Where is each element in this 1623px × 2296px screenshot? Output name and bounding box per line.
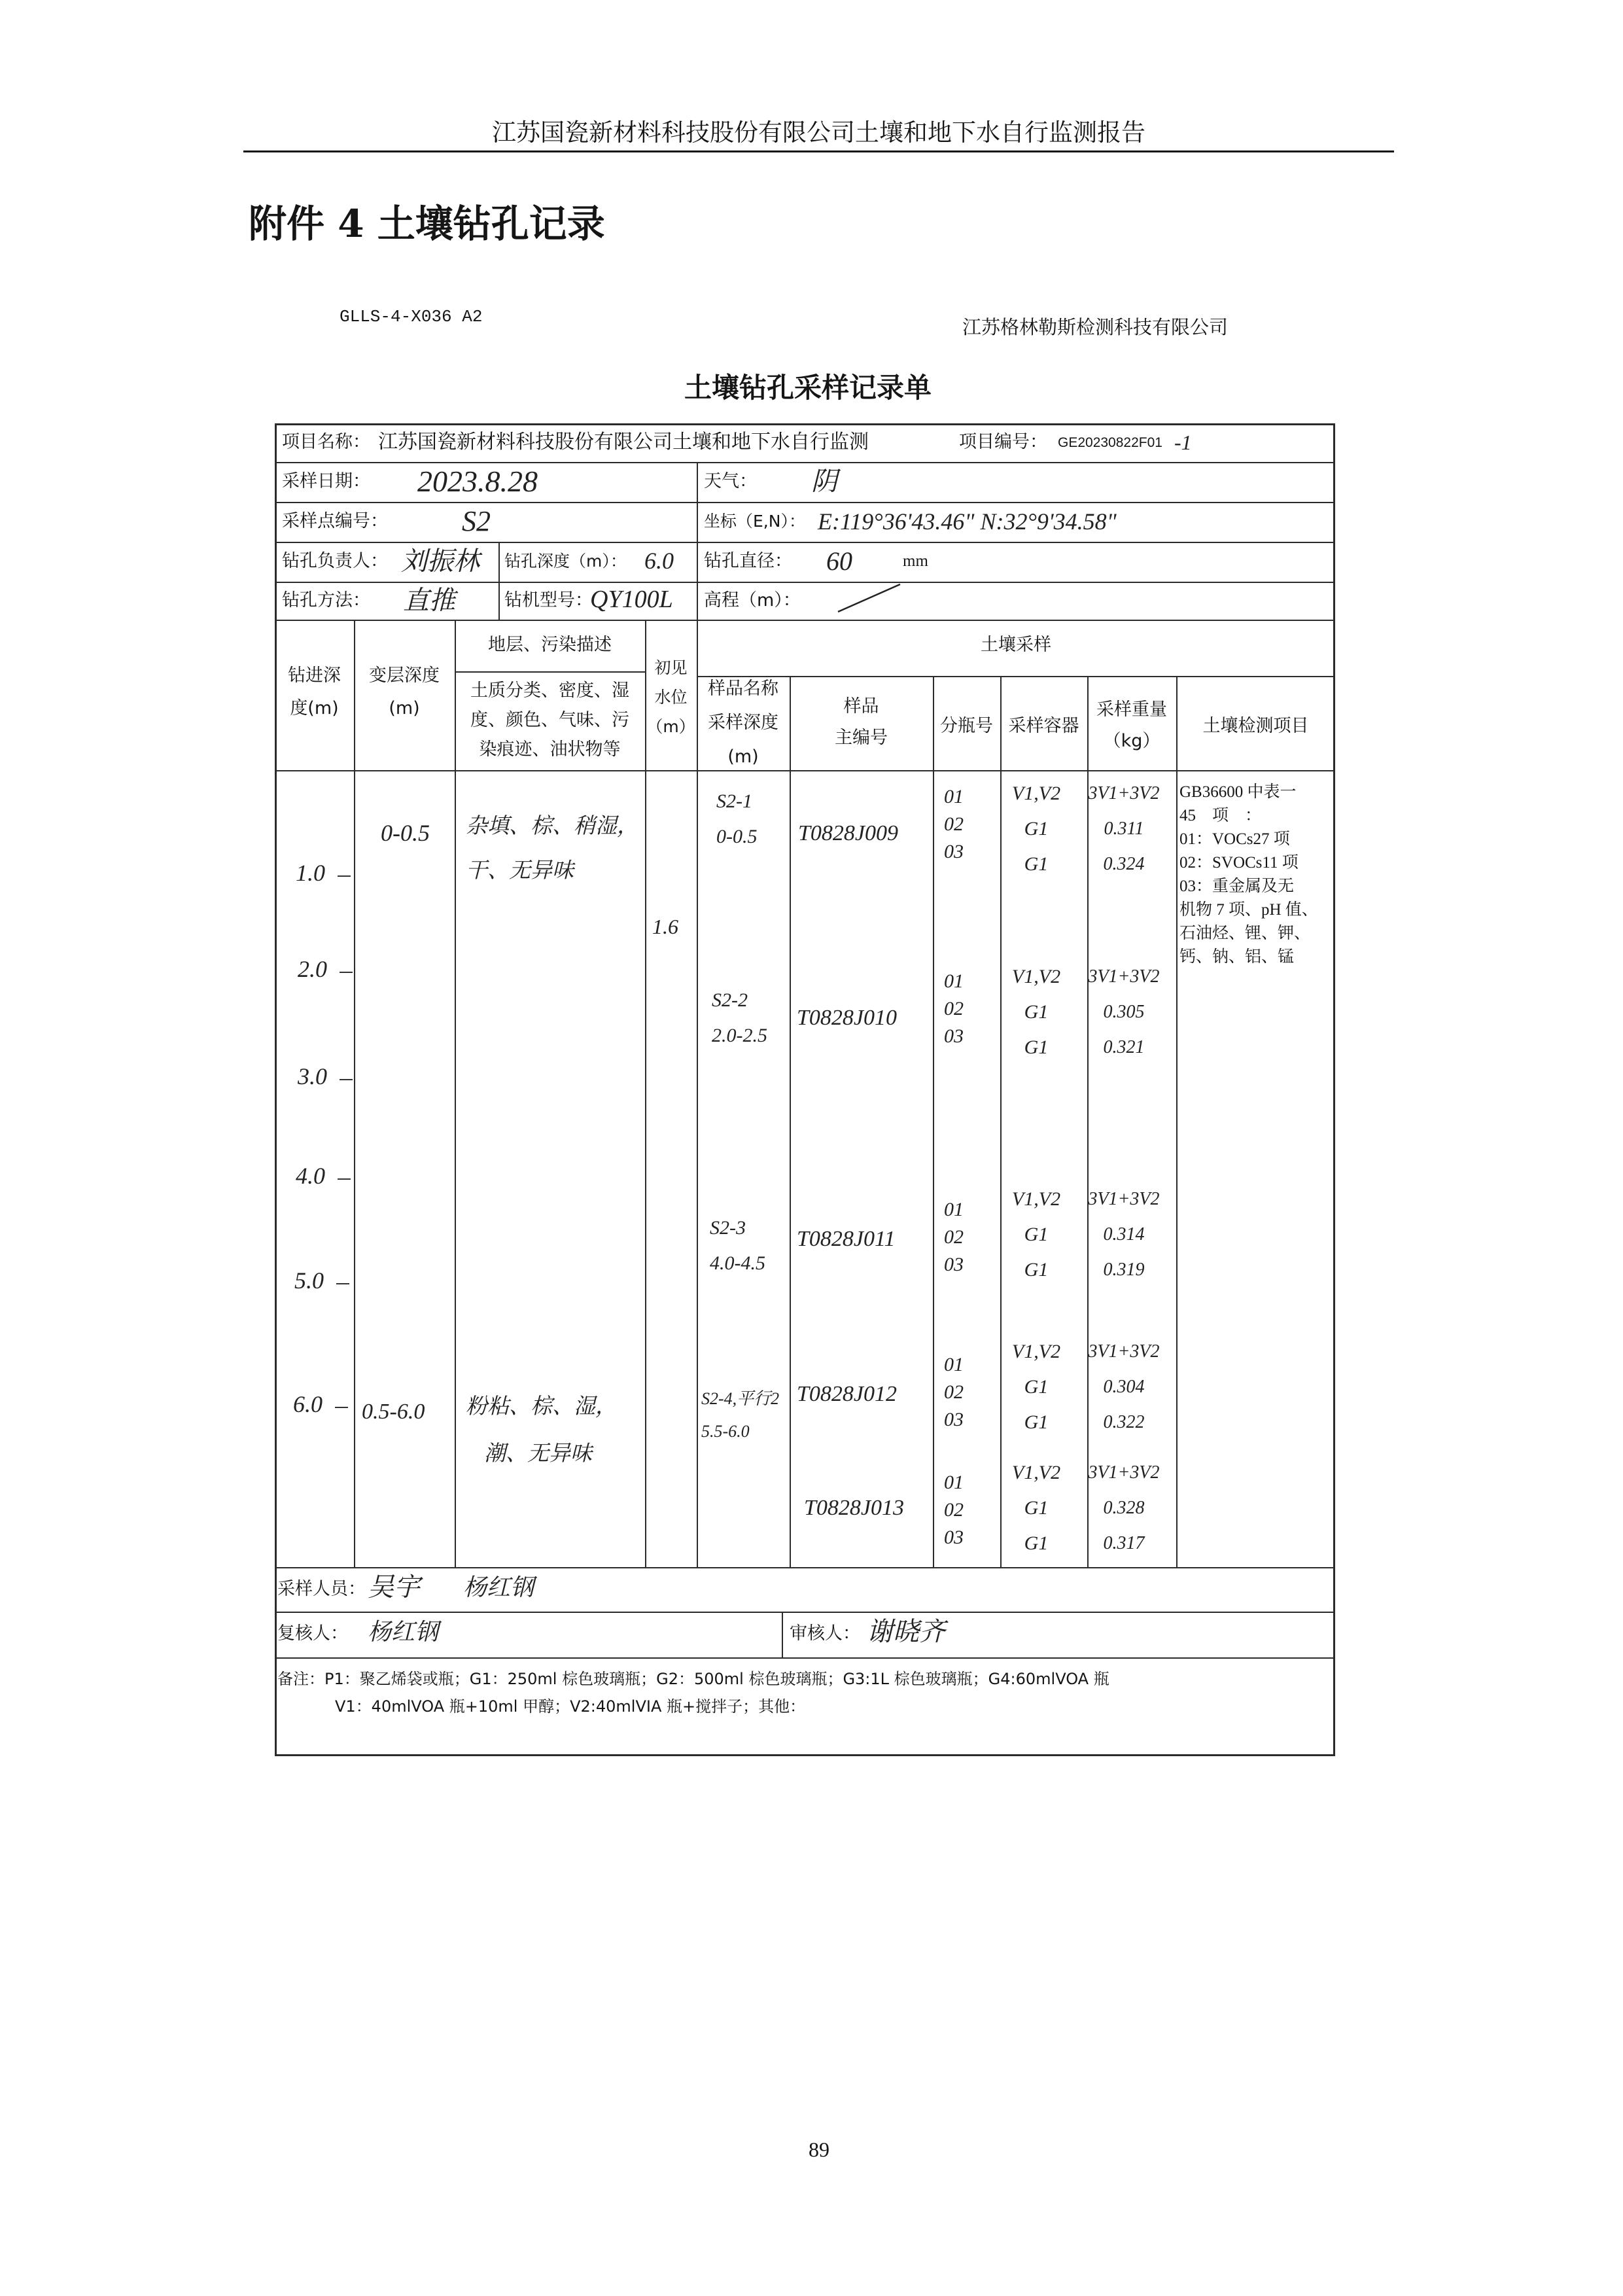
containers xyxy=(1000,1334,1072,1440)
header-line: （kg） xyxy=(1103,731,1161,751)
test-item-line: 02：SVOCs11 项 xyxy=(1179,854,1299,872)
test-items-list xyxy=(1179,781,1318,969)
header-sampling-group: 土壤采样 xyxy=(981,635,1051,655)
reviewer-signature: 杨红钢 xyxy=(368,1619,439,1645)
test-item-line: 45 项 ： xyxy=(1179,807,1262,824)
bottle-number: 02 xyxy=(944,998,964,1019)
col-rule xyxy=(645,620,646,1567)
diameter: 60 xyxy=(826,546,852,576)
form-code: GLLS-4-X036 A2 xyxy=(340,307,483,327)
header-line: 水位 xyxy=(654,688,688,707)
diameter-unit: mm xyxy=(903,552,928,570)
header-strata-desc xyxy=(455,676,645,764)
bottle-number: 02 xyxy=(944,813,964,835)
weight: 3V1+3V2 xyxy=(1088,783,1160,804)
weather: 阴 xyxy=(811,467,837,496)
weight: 0.304 xyxy=(1103,1377,1145,1397)
col-rule xyxy=(933,676,934,1567)
bottle-number: 03 xyxy=(944,841,964,862)
container: G1 xyxy=(1024,818,1049,839)
bottle-numbers xyxy=(944,1196,964,1279)
appendix-title: 附件 4 土壤钻孔记录 xyxy=(249,202,605,246)
sample-name-depth xyxy=(701,1383,779,1448)
layer-description xyxy=(466,1383,617,1477)
row-rule xyxy=(275,542,1335,543)
diameter-label: 钻孔直径： xyxy=(704,551,792,571)
weight: 0.324 xyxy=(1103,854,1145,874)
layer-range: 0-0.5 xyxy=(381,820,430,846)
row-rule xyxy=(275,1567,1335,1568)
bottle-number: 01 xyxy=(944,970,964,992)
sample-depth: 4.0-4.5 xyxy=(710,1252,765,1274)
notes-line: V1：40mlVOA 瓶+10ml 甲醇；V2:40mlVIA 瓶+搅拌子；其他： xyxy=(335,1697,806,1716)
weight: 3V1+3V2 xyxy=(1088,966,1160,987)
weights xyxy=(1087,959,1161,1065)
auditor-signature: 谢晓齐 xyxy=(867,1617,945,1646)
weight: 0.319 xyxy=(1103,1260,1145,1280)
row-rule xyxy=(275,620,1335,621)
description-line: 杂填、棕、稍湿， xyxy=(466,815,638,838)
col-rule xyxy=(498,542,500,620)
weights xyxy=(1087,1334,1161,1440)
col-rule xyxy=(354,620,355,1567)
col-rule xyxy=(697,462,698,1567)
weight: 0.305 xyxy=(1103,1002,1145,1022)
sample-depth: 2.0-2.5 xyxy=(712,1025,767,1046)
header-line: 变层深度 xyxy=(369,665,440,686)
bottle-number: 03 xyxy=(944,1254,964,1275)
project-code: GE20230822F01 xyxy=(1058,435,1162,450)
header-strata-group: 地层、污染描述 xyxy=(488,635,612,655)
test-item-line: 石油烃、锂、钾、 xyxy=(1179,925,1311,942)
layer-description xyxy=(466,804,638,893)
test-item-line: 03：重金属及无 xyxy=(1179,877,1295,895)
point-id-label: 采样点编号： xyxy=(282,511,388,531)
header-line: (m) xyxy=(727,747,759,767)
test-item-line: 机物 7 项、pH 值、 xyxy=(1179,901,1318,919)
initial-water-level: 1.6 xyxy=(652,915,678,938)
header-bottle-no: 分瓶号 xyxy=(940,716,993,736)
row-rule xyxy=(275,502,1335,503)
sample-name: S2-3 xyxy=(710,1217,746,1239)
weight: 0.317 xyxy=(1103,1533,1145,1553)
reviewer-label: 复核人： xyxy=(277,1623,348,1644)
depth-mark: 1.0 xyxy=(296,859,325,887)
bottle-number: 03 xyxy=(944,1409,964,1430)
bottle-number: 03 xyxy=(944,1025,964,1047)
depth-mark: 3.0 xyxy=(298,1063,327,1091)
weight: 0.311 xyxy=(1104,819,1144,839)
elevation-label: 高程（m）： xyxy=(704,590,801,610)
strata-subheader-rule xyxy=(455,671,645,673)
header-layer-depth xyxy=(354,660,455,725)
description-line: 粉粘、棕、湿， xyxy=(466,1395,617,1419)
bottle-number: 01 xyxy=(944,786,964,807)
description-line: 潮、无异味 xyxy=(484,1442,592,1466)
weight: 0.321 xyxy=(1103,1037,1145,1057)
sample-id: T0828J013 xyxy=(804,1496,904,1520)
header-line: 土质分类、密度、湿 xyxy=(470,680,629,701)
row-rule xyxy=(275,1657,1335,1659)
header-line: 染痕迹、油状物等 xyxy=(479,739,621,760)
bottle-number: 02 xyxy=(944,1381,964,1403)
coords: E:119°36'43.46" N:32°9'34.58" xyxy=(818,508,1117,535)
sample-name-depth xyxy=(710,1210,765,1281)
test-item-line: GB36600 中表一 xyxy=(1179,783,1297,801)
elevation-slash xyxy=(831,579,909,618)
project-name-label: 项目名称： xyxy=(282,432,370,452)
header-drill-depth xyxy=(275,660,354,725)
depth-mark: 2.0 xyxy=(298,955,327,983)
header-line: 样品 xyxy=(843,696,879,716)
header-test-items: 土壤检测项目 xyxy=(1202,716,1309,736)
report-header: 江苏国瓷新材料科技股份有限公司土壤和地下水自行监测报告 xyxy=(492,118,1145,147)
sample-name: S2-1 xyxy=(716,790,752,812)
sample-depth: 0-0.5 xyxy=(716,826,758,847)
col-rule xyxy=(782,1612,783,1657)
sample-id: T0828J009 xyxy=(798,821,898,845)
sample-name-depth xyxy=(712,983,767,1053)
bottle-numbers xyxy=(944,968,964,1050)
header-line: 初见 xyxy=(654,658,688,677)
weights xyxy=(1087,1182,1161,1288)
bottle-number: 01 xyxy=(944,1354,964,1375)
project-code-label: 项目编号： xyxy=(959,432,1047,452)
sampler-signature: 杨红钢 xyxy=(463,1574,534,1600)
container: V1,V2 xyxy=(1011,1462,1061,1483)
weight: 3V1+3V2 xyxy=(1088,1189,1160,1209)
container: G1 xyxy=(1024,1532,1049,1554)
sample-id: T0828J010 xyxy=(797,1006,897,1030)
header-line: 钻进深 xyxy=(288,665,341,686)
form-title: 土壤钻孔采样记录单 xyxy=(684,372,932,404)
header-line: 主编号 xyxy=(835,728,888,748)
weight: 0.322 xyxy=(1103,1412,1145,1432)
container: V1,V2 xyxy=(1011,966,1061,987)
bottle-number: 02 xyxy=(944,1499,964,1521)
lab-company: 江苏格林勒斯检测科技有限公司 xyxy=(962,316,1229,338)
header-line: 度、颜色、气味、污 xyxy=(470,710,629,730)
sample-depth: 5.5-6.0 xyxy=(701,1422,750,1441)
header-container: 采样容器 xyxy=(1008,716,1079,736)
header-line: 度(m) xyxy=(290,698,339,718)
sample-name: S2-2 xyxy=(712,989,748,1011)
container: G1 xyxy=(1024,1259,1049,1280)
depth-mark: 4.0 xyxy=(296,1162,325,1190)
test-item-line: 01：VOCs27 项 xyxy=(1179,830,1290,848)
container: G1 xyxy=(1024,1411,1049,1433)
method: 直推 xyxy=(403,586,455,615)
point-id: S2 xyxy=(462,505,491,537)
auditor-label: 审核人： xyxy=(790,1623,860,1644)
project-code-handwritten: -1 xyxy=(1174,431,1192,454)
weight: 0.314 xyxy=(1103,1224,1145,1245)
notes-line: 备注：P1：聚乙烯袋或瓶；G1：250ml 棕色玻璃瓶；G2：500ml 棕色玻璃瓶；G3:1L 棕色玻璃瓶；G4:60mlVOA 瓶 xyxy=(277,1670,1109,1688)
sampling-subheader-rule xyxy=(697,676,1335,677)
containers xyxy=(1000,776,1072,882)
header-weight xyxy=(1087,694,1176,757)
row-rule xyxy=(275,582,1335,583)
container: V1,V2 xyxy=(1011,783,1061,804)
method-label: 钻孔方法： xyxy=(282,590,370,610)
depth-mark: 5.0 xyxy=(294,1267,324,1295)
weights xyxy=(1087,776,1161,882)
sample-name-depth xyxy=(716,784,758,855)
container: G1 xyxy=(1024,1376,1049,1398)
container: V1,V2 xyxy=(1011,1341,1061,1362)
coords-label: 坐标（E,N）： xyxy=(704,512,805,531)
sample-name: S2-4,平行2 xyxy=(701,1389,780,1408)
sample-id: T0828J012 xyxy=(797,1382,897,1406)
col-rule xyxy=(1176,676,1178,1567)
container: G1 xyxy=(1024,1036,1049,1058)
bottle-numbers xyxy=(944,783,964,866)
row-rule xyxy=(275,1612,1335,1613)
container: G1 xyxy=(1024,1001,1049,1023)
header-sample-id xyxy=(790,691,933,754)
depth: 6.0 xyxy=(644,548,674,574)
sampler-signature: 吴宇 xyxy=(368,1572,420,1602)
bottle-number: 01 xyxy=(944,1199,964,1220)
depth-label: 钻孔深度（m）： xyxy=(504,552,627,571)
bottle-number: 03 xyxy=(944,1527,964,1548)
container: G1 xyxy=(1024,1224,1049,1245)
containers xyxy=(1000,959,1072,1065)
driller-label: 钻孔负责人： xyxy=(282,551,388,571)
header-line: 样品名称 xyxy=(708,679,778,699)
weights xyxy=(1087,1455,1161,1561)
container: G1 xyxy=(1024,853,1049,875)
col-rule xyxy=(790,676,791,1567)
sample-id: T0828J011 xyxy=(797,1227,896,1251)
bottle-numbers xyxy=(944,1351,964,1434)
weather-label: 天气： xyxy=(704,471,757,491)
header-water-level xyxy=(645,653,697,741)
samplers-label: 采样人员： xyxy=(277,1579,366,1599)
page-number: 89 xyxy=(809,2138,829,2161)
weight: 0.328 xyxy=(1103,1498,1145,1518)
rig: QY100L xyxy=(590,586,673,613)
header-line: 采样深度 xyxy=(708,713,778,733)
bottle-number: 01 xyxy=(944,1472,964,1493)
sampling-date: 2023.8.28 xyxy=(417,465,538,498)
container: V1,V2 xyxy=(1011,1188,1061,1210)
containers xyxy=(1000,1182,1072,1288)
layer-range: 0.5-6.0 xyxy=(362,1400,425,1424)
rig-label: 钻机型号： xyxy=(504,590,593,610)
containers xyxy=(1000,1455,1072,1561)
container: G1 xyxy=(1024,1497,1049,1519)
description-line: 干、无异味 xyxy=(466,859,574,883)
weight: 3V1+3V2 xyxy=(1088,1462,1160,1483)
header-line: (m) xyxy=(389,698,420,718)
header-line: 采样重量 xyxy=(1096,699,1167,720)
driller: 刘振林 xyxy=(401,546,480,576)
sampling-date-label: 采样日期： xyxy=(282,471,370,491)
header-line: （m） xyxy=(646,717,695,736)
header-rule xyxy=(243,150,1394,152)
test-item-line: 钙、钠、铝、锰 xyxy=(1179,948,1295,966)
bottle-number: 02 xyxy=(944,1226,964,1248)
bottle-numbers xyxy=(944,1469,964,1551)
project-name: 江苏国瓷新材料科技股份有限公司土壤和地下水自行监测 xyxy=(378,431,869,453)
depth-mark: 6.0 xyxy=(293,1390,323,1419)
header-sample-name xyxy=(697,672,790,774)
weight: 3V1+3V2 xyxy=(1088,1341,1160,1362)
